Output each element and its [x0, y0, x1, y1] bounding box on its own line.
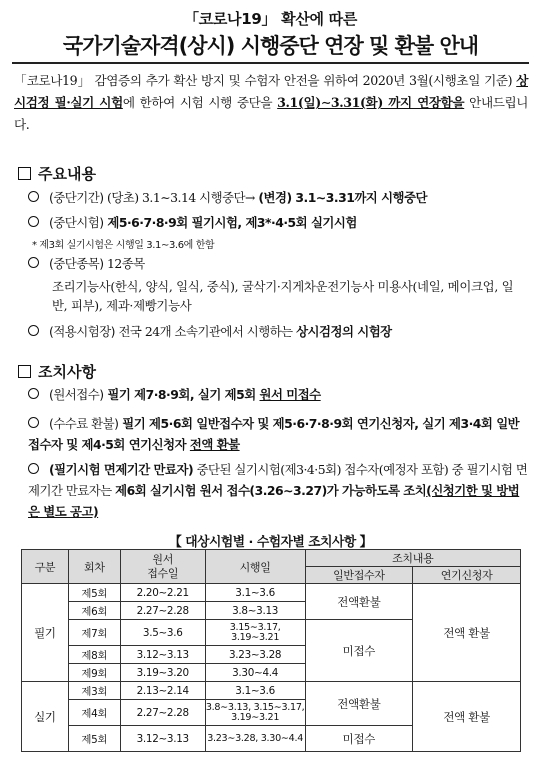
header-round: 회차 — [68, 550, 120, 584]
header-general: 일반접수자 — [305, 567, 413, 584]
circle-bullet-icon — [28, 257, 39, 268]
summary-item-categories-label: (중단종목) — [49, 256, 104, 271]
measures-item-application-text: 필기 제7·8·9회, 실기 제5회 — [103, 387, 260, 402]
summary-categories-detail: 조리기능사(한식, 양식, 일식, 중식), 굴삭기·지게차운전기능사 미용사(네일, 메이크업, 일반, 피부), 제과·제빵기능사 — [52, 279, 514, 313]
cell-general-action: 전액환불 — [305, 682, 413, 726]
cell-application: 3.12∼3.13 — [120, 646, 205, 664]
measures-item-refund-highlight: 전액 환불 — [189, 437, 240, 452]
section-summary-label: 주요내용 — [38, 165, 96, 183]
header-exam-date: 시행일 — [205, 550, 305, 584]
cell-application: 3.19∼3.20 — [120, 664, 205, 682]
section-measures-label: 조치사항 — [38, 363, 96, 381]
cell-exam: 3.8∼3.13 — [205, 602, 305, 620]
summary-item-period-changed: (변경) 3.1∼3.31까지 시행중단 — [258, 190, 427, 205]
cell-application: 2.27∼2.28 — [120, 700, 205, 726]
header-action: 조치내용 — [305, 550, 520, 567]
header-category: 구분 — [22, 550, 69, 584]
cell-general-action: 미접수 — [305, 726, 413, 752]
cell-exam: 3.30∼4.4 — [205, 664, 305, 682]
table-row — [22, 584, 521, 602]
summary-item-venues-highlight: 상시검정의 시험장 — [296, 324, 392, 339]
cell-application: 3.5∼3.6 — [120, 620, 205, 646]
intro-highlight-period: 3.1(일)∼3.31(화) 까지 연장함을 — [277, 95, 465, 110]
circle-bullet-icon — [28, 216, 39, 227]
summary-item-period — [28, 188, 528, 208]
notice-title: 국가기술자격(상시) 시행중단 연장 및 환불 안내 — [62, 34, 479, 58]
checkbox-square-icon — [18, 167, 31, 180]
cell-general-action: 미접수 — [305, 620, 413, 682]
cell-round: 제5회 — [68, 726, 120, 752]
summary-item-venues-text: 전국 24개 소속기관에서 시행하는 — [115, 324, 297, 339]
circle-bullet-icon — [28, 191, 39, 202]
cell-deferred-action: 전액 환불 — [413, 682, 521, 752]
intro-text-1: 「코로나19」 감염증의 추가 확산 방지 및 수험자 안전을 위하여 2020년 3월(시행초일 기준) — [14, 73, 517, 88]
table-row — [22, 682, 521, 700]
summary-item-exams-label: (중단시험) — [49, 215, 104, 230]
cell-exam-text: 3.8∼3.13, 3.15∼3.17, 3.19∼3.21 — [205, 701, 305, 723]
measures-item-exemption-note: (신청기한 및 방법은 별도 공고) — [28, 483, 520, 519]
intro-text-3: 안내드립니다. — [14, 95, 529, 132]
cell-round: 제5회 — [68, 584, 120, 602]
cell-exam — [205, 700, 305, 726]
group-practical: 실기 — [22, 682, 69, 752]
measures-item-exemption-highlight: 제6회 실기시험 원서 접수(3.26∼3.27)가 가능하도록 조치 — [115, 483, 427, 498]
summary-item-period-original: (당초) 3.1∼3.14 시행중단→ — [103, 190, 259, 205]
notice-subtitle: 「코로나19」 확산에 따른 — [183, 10, 358, 28]
cell-exam-text: 3.15∼3.17, 3.19∼3.21 — [229, 621, 281, 643]
circle-bullet-icon — [28, 325, 39, 336]
cell-exam — [205, 620, 305, 646]
cell-exam-text: 3.23∼3.28, 3.30∼4.4 — [207, 732, 304, 744]
cell-exam: 3.23∼3.28 — [205, 646, 305, 664]
summary-item-period-label: (중단기간) — [49, 190, 104, 205]
circle-bullet-icon — [28, 417, 39, 428]
table-title: 【 대상시험별 · 수험자별 조치사항 】 — [169, 535, 372, 550]
measures-item-exemption-label: (필기시험 면제기간 만료자) — [49, 462, 194, 477]
circle-bullet-icon — [28, 463, 39, 474]
checkbox-square-icon — [18, 365, 31, 378]
cell-round: 제7회 — [68, 620, 120, 646]
header-deferred: 연기신청자 — [413, 567, 521, 584]
measures-item-application-highlight: 원서 미접수 — [259, 387, 321, 402]
cell-general-action: 전액환불 — [305, 584, 413, 620]
cell-application: 2.13∼2.14 — [120, 682, 205, 700]
summary-item-categories-count: 12종목 — [103, 256, 145, 271]
measures-item-application-label: (원서접수) — [49, 387, 104, 402]
measures-item-application — [28, 385, 528, 405]
cell-exam: 3.1∼3.6 — [205, 682, 305, 700]
section-measures-heading — [18, 361, 96, 382]
cell-round: 제8회 — [68, 646, 120, 664]
summary-item-exams — [28, 213, 528, 233]
cell-deferred-action: 전액 환불 — [413, 584, 521, 682]
cell-round: 제3회 — [68, 682, 120, 700]
summary-item-exams-text: 제5·6·7·8·9회 필기시험, 제3*·4·5회 실기시험 — [103, 215, 357, 230]
intro-text-2: 에 한하여 시험 시행 중단을 — [122, 95, 278, 110]
measures-item-refund-label: (수수료 환불) — [49, 416, 119, 431]
circle-bullet-icon — [28, 388, 39, 399]
summary-item-categories — [28, 254, 528, 274]
section-summary-heading — [18, 163, 96, 184]
intro-paragraph — [14, 70, 528, 136]
measures-item-refund — [28, 413, 528, 455]
cell-round: 제6회 — [68, 602, 120, 620]
summary-item-venues-label: (적용시험장) — [49, 324, 116, 339]
cell-application: 2.27∼2.28 — [120, 602, 205, 620]
cell-round: 제9회 — [68, 664, 120, 682]
summary-item-venues — [28, 322, 528, 342]
group-written: 필기 — [22, 584, 69, 682]
cell-round: 제4회 — [68, 700, 120, 726]
measures-item-refund-text: 필기 제5·6회 일반접수자 및 제5·6·7·8·9회 연기신청자, 실기 제3·4회 일반접수자 및 제4·5회 연기신청자 — [28, 416, 520, 452]
title-divider — [12, 62, 529, 64]
schedule-table — [21, 549, 521, 752]
cell-exam: 3.1∼3.6 — [205, 584, 305, 602]
intro-highlight-exam: 상시검정 필·실기 시험 — [14, 73, 528, 110]
cell-application: 2.20∼2.21 — [120, 584, 205, 602]
header-application: 원서 접수일 — [120, 550, 205, 584]
cell-exam — [205, 726, 305, 752]
summary-exams-footnote: * 제3회 실기시험은 시행일 3.1∼3.6에 한함 — [32, 240, 215, 251]
cell-application: 3.12∼3.13 — [120, 726, 205, 752]
measures-item-exemption-text: 중단된 실기시험(제3·4·5회) 접수자(예정자 포함) 중 필기시험 면제기간 만료자는 — [28, 462, 528, 498]
measures-item-exemption — [28, 459, 528, 522]
